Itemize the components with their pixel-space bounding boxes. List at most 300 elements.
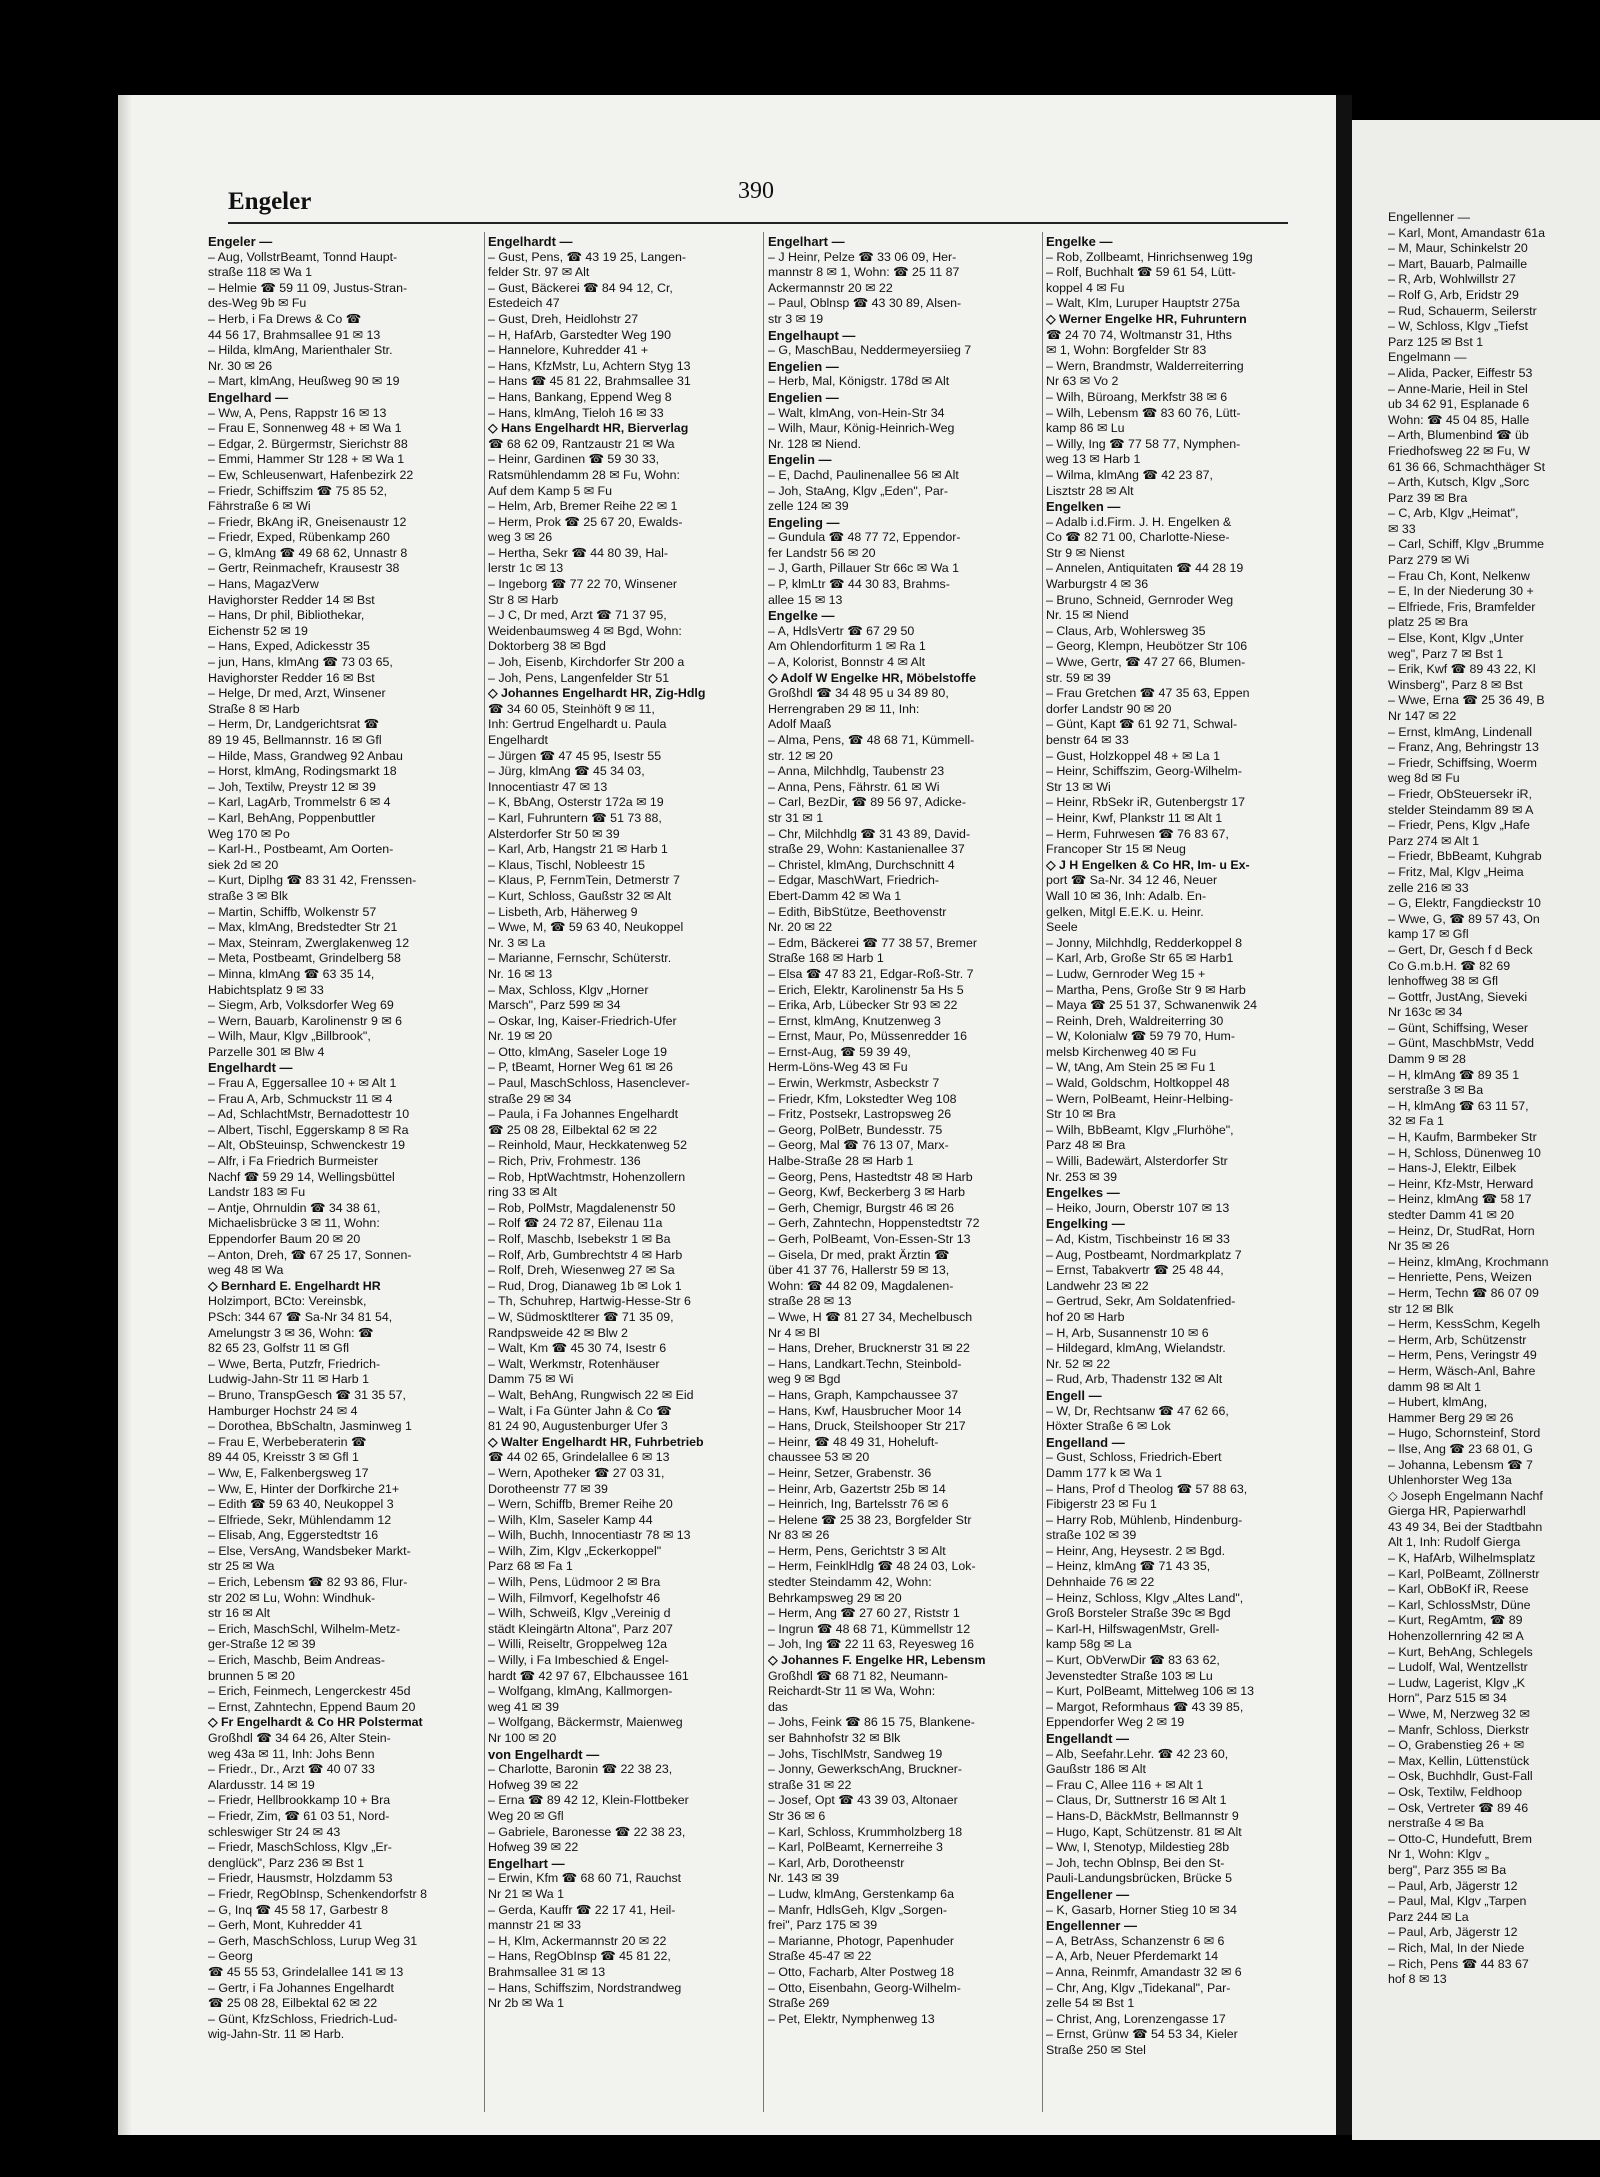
directory-entry-line: 43 49 34, Bei der Stadtbahn: [1388, 1519, 1543, 1534]
directory-entry-line: – Rolf ☎ 24 72 87, Eilenau 11a: [488, 1216, 663, 1231]
directory-entry-line: – Wwe, G, ☎ 89 57 43, On: [1388, 911, 1540, 926]
directory-entry-line: Nr. 128 ✉ Niend.: [768, 436, 862, 451]
directory-entry-line: – Ernst, Maur, Po, Müssenredder 16: [768, 1029, 968, 1044]
directory-entry-line: – Karl, Mont, Amandastr 61a: [1388, 225, 1546, 240]
directory-entry-line: Francoper Str 15 ✉ Neug: [1046, 842, 1186, 857]
directory-entry-line: – Karl, Schloss, Krummholzberg 18: [768, 1824, 963, 1839]
directory-entry-line: – Ilse, Ang ☎ 23 68 01, G: [1388, 1441, 1533, 1456]
directory-entry-line: Holzimport, BCto: Vereinsbk,: [208, 1294, 367, 1309]
directory-entry-line: Eppendorfer Baum 20 ✉ 20: [208, 1232, 361, 1246]
directory-entry-line: – Walt, i Fa Günter Jahn & Co ☎: [488, 1403, 672, 1418]
directory-entry-line: – Günt, MaschbMstr, Vedd: [1388, 1036, 1535, 1051]
directory-entry-line: – Friedr, Kfm, Lokstedter Weg 108: [768, 1091, 957, 1106]
directory-entry-line: lerstr 1c ✉ 13: [488, 561, 564, 576]
directory-entry-line: Damm 75 ✉ Wi: [488, 1372, 574, 1387]
directory-entry-line: – Wilh, Klm, Saseler Kamp 44: [488, 1512, 653, 1527]
directory-entry-line: – Gerh, MaschSchloss, Lurup Weg 31: [208, 1933, 418, 1948]
directory-entry-line: brunnen 5 ✉ 20: [208, 1668, 295, 1683]
directory-entry-line: Alsterdorfer Str 50 ✉ 39: [488, 826, 620, 841]
directory-entry-line: – Willi, Reiseltr, Groppelweg 12a: [488, 1637, 668, 1652]
directory-entry-line: – Mart, klmAng, Heußweg 90 ✉ 19: [208, 374, 400, 389]
directory-entry-line: – Herb, i Fa Drews & Co ☎: [208, 311, 362, 326]
directory-entry-line: Str 8 ✉ Harb: [488, 592, 559, 607]
directory-entry-line: – Edgar, 2. Bürgermstr, Sierichstr 88: [208, 436, 408, 451]
directory-entry-line: – Edith, BibStütze, Beethovenstr: [768, 904, 947, 919]
directory-entry-line: – Karl-H., Postbeamt, Am Oorten-: [208, 842, 394, 857]
directory-entry-line: – Frau C, Allee 116 + ✉ Alt 1: [1046, 1777, 1204, 1792]
directory-entry-line: – Anna, Pens, Fährstr. 61 ✉ Wi: [768, 779, 940, 794]
directory-entry-line: – Friedr, BkAng iR, Gneisenaustr 12: [208, 514, 407, 529]
directory-entry-line: – P, klmLtr ☎ 44 30 83, Brahms-: [768, 577, 950, 592]
directory-entry-line: – Franz, Ang, Behringstr 13: [1388, 740, 1539, 755]
directory-entry-line: – Chr, Milchhdlg ☎ 31 43 89, David-: [768, 826, 971, 841]
directory-entry-line: – Wern, Brandmstr, Walderreiterring: [1046, 358, 1244, 373]
directory-entry-line: kamp 17 ✉ Gfl: [1388, 927, 1469, 942]
column-divider: [763, 232, 764, 2112]
directory-entry-line: – Heinr, Kfz-Mstr, Herward: [1388, 1176, 1534, 1191]
directory-entry-line: – Rud, Schauerm, Seilerstr: [1388, 303, 1537, 318]
directory-entry-line: – Herm, Dr, Landgerichtsrat ☎: [208, 717, 380, 732]
directory-column-2: [488, 234, 758, 2012]
directory-entry-line: str 16 ✉ Alt: [208, 1606, 271, 1621]
directory-entry-line: Großhdl ☎ 34 48 95 u 34 89 80,: [768, 686, 949, 701]
directory-entry-line: – Aug, VollstrBeamt, Tonnd Haupt-: [208, 249, 398, 264]
directory-entry-line: – Heinz, Dr, StudRat, Horn: [1388, 1223, 1535, 1238]
directory-entry-line: – Helene ☎ 25 38 23, Borgfelder Str: [768, 1512, 972, 1527]
directory-entry-line: – Hans, Landkart.Techn, Steinbold-: [768, 1356, 962, 1371]
directory-entry-line: – Kurt, BehAng, Schlegels: [1388, 1644, 1533, 1659]
directory-entry-line: ✉ 33: [1388, 521, 1416, 536]
directory-entry-line: – Günt, Kapt ☎ 61 92 71, Schwal-: [1046, 717, 1238, 732]
directory-entry-line: – Claus, Dr, Suttnerstr 16 ✉ Alt 1: [1046, 1793, 1227, 1808]
directory-entry-line: – Erich, Maschb, Beim Andreas-: [208, 1653, 385, 1668]
directory-entry-line: Marsch", Parz 599 ✉ 34: [488, 998, 621, 1013]
directory-entry-line: Engelken —: [1046, 499, 1121, 515]
directory-entry-line: str 12 ✉ Blk: [1388, 1301, 1454, 1316]
directory-entry-line: – K, HafArb, Wilhelmsplatz: [1388, 1551, 1536, 1566]
directory-entry-line: weg", Parz 7 ✉ Bst 1: [1388, 646, 1504, 661]
directory-entry-line: – Kurt, RegAmtm, ☎ 89: [1388, 1613, 1523, 1628]
directory-entry-line: – Gerda, Kauffr ☎ 22 17 41, Heil-: [488, 1902, 676, 1917]
directory-entry-line: – Wilh, Schweiß, Klgv „Vereinig d: [488, 1606, 671, 1621]
directory-entry-line: – Wwe, M, Nerzweg 32 ✉: [1388, 1707, 1530, 1721]
directory-entry-line: Damm 9 ✉ 28: [1388, 1052, 1466, 1067]
directory-entry-line: – Friedr, BbBeamt, Kuhgrab: [1388, 849, 1542, 864]
directory-entry-line: – H, Schloss, Dünenweg 10: [1388, 1145, 1541, 1160]
directory-entry-line: – H, HafArb, Garstedter Weg 190: [488, 327, 671, 342]
directory-entry-line: Alardusstr. 14 ✉ 19: [208, 1777, 315, 1792]
directory-entry-line: – Bruno, Schneid, Gernroder Weg: [1046, 592, 1234, 607]
directory-entry-line: – Otto, klmAng, Saseler Loge 19: [488, 1044, 668, 1059]
directory-entry-line: – Manfr, HdlsGeh, Klgv „Sorgen-: [768, 1902, 948, 1917]
directory-entry-line: ☎ 24 70 74, Woltmanstr 31, Hths: [1046, 327, 1233, 342]
directory-entry-line: – Reinhold, Maur, Heckkatenweg 52: [488, 1138, 688, 1153]
directory-entry-line: benstr 64 ✉ 33: [1046, 733, 1129, 747]
directory-entry-line: – Kurt, ObVerwDir ☎ 83 63 62,: [1046, 1653, 1220, 1668]
directory-entry-line: – G, Inq ☎ 45 58 17, Garbestr 8: [208, 1902, 389, 1917]
directory-entry-line: – Karl, ObBoKf iR, Reese: [1388, 1582, 1529, 1597]
directory-entry-line: – A, HdlsVertr ☎ 67 29 50: [768, 623, 915, 638]
book-spine: [1336, 95, 1352, 2135]
directory-entry-line: ☎ 68 62 09, Rantzaustr 21 ✉ Wa: [488, 436, 675, 451]
directory-entry-line: – Georg, Klempn, Heubötzer Str 106: [1046, 639, 1248, 654]
directory-entry-line: – Wilh, Buchh, Innocentiastr 78 ✉ 13: [488, 1528, 691, 1543]
directory-entry-line: Ludwig-Jahn-Str 11 ✉ Harb 1: [208, 1372, 369, 1387]
directory-entry-line: Co G.m.b.H. ☎ 82 69: [1388, 958, 1511, 973]
directory-entry-line: siek 2d ✉ 20: [208, 857, 279, 872]
directory-entry-line: weg 43a ✉ 11, Inh: Johs Benn: [208, 1746, 375, 1761]
directory-entry-line: – Ernst, klmAng, Knutzenweg 3: [768, 1013, 941, 1028]
directory-entry-line: – Hertha, Sekr ☎ 44 80 39, Hal-: [488, 545, 669, 560]
directory-entry-line: – Elsa ☎ 47 83 21, Edgar-Roß-Str. 7: [768, 966, 974, 981]
directory-entry-line: mannstr 8 ✉ 1, Wohn: ☎ 25 11 87: [768, 265, 960, 280]
directory-entry-line: ☎ 25 08 28, Eilbektal 62 ✉ 22: [208, 1996, 378, 2011]
directory-entry-line: Nr. 20 ✉ 22: [768, 920, 833, 935]
directory-entry-line: – Bruno, TranspGesch ☎ 31 35 57,: [208, 1387, 406, 1402]
directory-entry-line: Eichenstr 52 ✉ 19: [208, 623, 308, 638]
directory-entry-line: – Jürg, klmAng ☎ 45 34 03,: [488, 764, 645, 779]
directory-entry-line: kamp 86 ✉ Lu: [1046, 421, 1125, 436]
directory-entry-line: – Georg, PolBetr, Bundesstr. 75: [768, 1122, 943, 1137]
directory-entry-line: – Osk, Textilw, Feldhoop: [1388, 1784, 1523, 1799]
directory-entry-line: – Joh, Eisenb, Kirchdorfer Str 200 a: [488, 655, 685, 670]
directory-entry-line: – Helm, Arb, Bremer Reihe 22 ✉ 1: [488, 499, 678, 514]
directory-entry-line: – Georg, Mal ☎ 76 13 07, Marx-: [768, 1138, 949, 1153]
directory-entry-line: – Paul, Arb, Jägerstr 12: [1388, 1925, 1518, 1940]
directory-entry-line: – Wwe, Erna ☎ 25 36 49, B: [1388, 693, 1545, 708]
directory-entry-line: Winsberg", Parz 8 ✉ Bst: [1388, 677, 1523, 692]
directory-entry-line: – G, klmAng ☎ 49 68 62, Unnastr 8: [208, 545, 408, 560]
directory-entry-line: Engelmann —: [1388, 350, 1467, 365]
directory-entry-line: – Jonny, Milchhdlg, Redderkoppel 8: [1046, 935, 1243, 950]
directory-entry-line: – Willi, Badewärt, Alsterdorfer Str: [1046, 1154, 1228, 1169]
directory-entry-line: Engelland —: [1046, 1434, 1125, 1450]
directory-entry-line: Str 13 ✉ Wi: [1046, 779, 1111, 794]
directory-entry-line: – Otto, Facharb, Alter Postweg 18: [768, 1964, 954, 1979]
directory-entry-line: – Anna, Reinmfr, Amandastr 32 ✉ 6: [1046, 1964, 1242, 1979]
directory-entry-line: – Hans ☎ 45 81 22, Brahmsallee 31: [488, 374, 691, 389]
directory-entry-line: Hohenzollernring 42 ✉ A: [1388, 1629, 1524, 1644]
directory-entry-line: Behrkampsweg 29 ✉ 20: [768, 1590, 902, 1605]
directory-entry-line: Warburgstr 4 ✉ 36: [1046, 577, 1149, 592]
directory-entry-line: ger-Straße 12 ✉ 39: [208, 1637, 316, 1652]
directory-entry-line: – Alida, Packer, Eiffestr 53: [1388, 365, 1533, 380]
directory-entry-line: zelle 54 ✉ Bst 1: [1046, 1996, 1135, 2011]
directory-entry-line: Engeler —: [208, 234, 273, 249]
directory-entry-line: Nr. 30 ✉ 26: [208, 358, 273, 373]
directory-entry-line: Lisztstr 28 ✉ Alt: [1046, 483, 1134, 498]
directory-entry-line: – Meta, Postbeamt, Grindelberg 58: [208, 951, 401, 966]
directory-entry-line: weg 8d ✉ Fu: [1388, 771, 1460, 786]
directory-entry-line: – Friedr, Schiffszim ☎ 75 85 52,: [208, 483, 388, 498]
directory-entry-line: – Paul, Oblnsp ☎ 43 30 89, Alsen-: [768, 296, 962, 311]
directory-entry-line: – Ernst, Zahntechn, Eppend Baum 20: [208, 1699, 416, 1714]
directory-entry-line: – Karl, BehAng, Poppenbuttler: [208, 810, 376, 825]
directory-entry-line: Fibigerstr 23 ✉ Fu 1: [1046, 1497, 1157, 1512]
directory-entry-line: weg 9 ✉ Bgd: [768, 1372, 841, 1387]
directory-entry-line: – Jürgen ☎ 47 45 95, Isestr 55: [488, 748, 662, 763]
directory-entry-line: – Erich, Elektr, Karolinenstr 5a Hs 5: [768, 982, 964, 997]
page-edge-shadow: [118, 95, 132, 2135]
directory-entry-line: Havighorster Redder 16 ✉ Bst: [208, 670, 375, 685]
directory-entry-line: – Anne-Marie, Heil in Stel: [1388, 381, 1528, 396]
directory-entry-line: – Carl, Schiff, Klgv „Brumme: [1388, 537, 1545, 552]
directory-entry-line: – W, Schloss, Klgv „Tiefst: [1388, 319, 1529, 334]
directory-entry-line: – Erwin, Werkmstr, Asbeckstr 7: [768, 1076, 940, 1091]
directory-entry-line: – Friedr, Pens, Klgv „Hafe: [1388, 818, 1530, 833]
directory-entry-line: – Ernst, Tabakvertr ☎ 25 48 44,: [1046, 1263, 1224, 1278]
directory-entry-line: – Karl, Arb, Hangstr 21 ✉ Harb 1: [488, 842, 668, 857]
directory-entry-line: – Heinr, Kwf, Plankstr 11 ✉ Alt 1: [1046, 810, 1223, 825]
directory-entry-line: Nr. 253 ✉ 39: [1046, 1169, 1117, 1184]
directory-entry-line: damm 98 ✉ Alt 1: [1388, 1379, 1482, 1394]
directory-entry-line: nerstraße 4 ✉ Ba: [1388, 1816, 1484, 1831]
directory-entry-line: koppel 4 ✉ Fu: [1046, 280, 1125, 295]
directory-entry-line: – Herm, Prok ☎ 25 67 20, Ewalds-: [488, 514, 683, 529]
directory-entry-line: weg 13 ✉ Harb 1: [1046, 452, 1141, 467]
directory-entry-line: Doktorberg 38 ✉ Bgd: [488, 639, 606, 654]
directory-entry-line: Höxter Straße 6 ✉ Lok: [1046, 1419, 1171, 1434]
directory-entry-line: Nr 2b ✉ Wa 1: [488, 1996, 565, 2011]
directory-entry-line: – Rob, HptWachtmstr, Hohenzollern: [488, 1169, 686, 1184]
directory-entry-line: Havighorster Redder 14 ✉ Bst: [208, 592, 375, 607]
directory-entry-line: 61 36 66, Schmachthäger St: [1388, 459, 1546, 474]
directory-entry-line: – Herm, Ang ☎ 27 60 27, Riststr 1: [768, 1606, 960, 1621]
directory-entry-line: – Arth, Blumenbind ☎ üb: [1388, 428, 1529, 443]
directory-entry-line: – Wilh, Filmvorf, Kegelhofstr 46: [488, 1590, 661, 1605]
directory-entry-line: – Paul, Arb, Jägerstr 12: [1388, 1878, 1518, 1893]
directory-entry-line: 89 19 45, Bellmannstr. 16 ✉ Gfl: [208, 733, 382, 747]
directory-entry-line: – Max, Schloss, Klgv „Horner: [488, 982, 649, 997]
directory-entry-line: – Albert, Tischl, Eggerskamp 8 ✉ Ra: [208, 1122, 409, 1137]
directory-entry-line: allee 15 ✉ 13: [768, 592, 843, 607]
directory-entry-line: – Karl, Arb, Große Str 65 ✉ Harb1: [1046, 951, 1234, 966]
directory-entry-line: Eppendorfer Weg 2 ✉ 19: [1046, 1715, 1185, 1730]
directory-entry-line: – Henriette, Pens, Weizen: [1388, 1270, 1532, 1285]
page-title: Engeler: [228, 188, 312, 215]
directory-entry-line: – Erik, Kwf ☎ 89 43 22, Kl: [1388, 662, 1536, 677]
directory-entry-line: – Karl, PolBeamt, Kernerreihe 3: [768, 1840, 943, 1855]
directory-entry-line: – Hans, Kwf, Hausbrucher Moor 14: [768, 1403, 962, 1418]
directory-entry-line: – Rich, Pens ☎ 44 83 67: [1388, 1956, 1529, 1971]
directory-entry-line: – Gertr, i Fa Johannes Engelhardt: [208, 1980, 394, 1995]
directory-entry-line: – Hans, RegObInsp ☎ 45 81 22,: [488, 1949, 671, 1964]
directory-entry-line: – Hildegard, klmAng, Wielandstr.: [1046, 1341, 1226, 1356]
directory-entry-line: Nr 35 ✉ 26: [1388, 1239, 1450, 1254]
directory-entry-line: Dorotheenstr 77 ✉ 39: [488, 1481, 608, 1496]
directory-entry-line: – H, klmAng ☎ 63 11 57,: [1388, 1098, 1529, 1113]
directory-entry-line: – Walt, BehAng, Rungwisch 22 ✉ Eid: [488, 1387, 694, 1402]
directory-entry-line: – Ww, E, Falkenbergsweg 17: [208, 1465, 369, 1480]
directory-entry-line: Nr 83 ✉ 26: [768, 1528, 830, 1543]
directory-entry-line: – Martin, Schiffb, Wolkenstr 57: [208, 904, 377, 919]
directory-entry-line: – Heinr, Setzer, Grabenstr. 36: [768, 1465, 932, 1480]
directory-entry-line: – Karl, SchlossMstr, Düne: [1388, 1597, 1531, 1612]
directory-entry-line: – Max, Kellin, Lüttenstück: [1388, 1753, 1530, 1768]
directory-entry-line: str 3 ✉ 19: [768, 311, 824, 326]
directory-entry-line: – Gerh, Mont, Kuhredder 41: [208, 1918, 363, 1933]
directory-entry-line: Engell —: [1046, 1387, 1102, 1403]
directory-entry-line: Straße 168 ✉ Harb 1: [768, 951, 884, 966]
directory-entry-line: – Friedr, ObSteuersekr iR,: [1388, 786, 1532, 801]
directory-entry-line: – Heinrich, Ing, Bartelsstr 76 ✉ 6: [768, 1497, 949, 1512]
directory-entry-line: stelder Steindamm 89 ✉ A: [1388, 802, 1534, 817]
directory-entry-line: Brahmsallee 31 ✉ 13: [488, 1964, 606, 1979]
directory-entry-line: – Hubert, klmAng,: [1388, 1395, 1488, 1410]
directory-entry-line: – Ew, Schleusenwart, Hafenbezirk 22: [208, 467, 414, 482]
directory-entry-line: – Wern, Schiffb, Bremer Reihe 20: [488, 1497, 673, 1512]
directory-entry-line: – Rolf, Arb, Gumbrechtstr 4 ✉ Harb: [488, 1247, 683, 1262]
directory-entry-line: Nr 163c ✉ 34: [1388, 1005, 1463, 1020]
directory-entry-line: Straße 45-47 ✉ 22: [768, 1949, 872, 1964]
directory-entry-line: – Gust, Bäckerei ☎ 84 94 12, Cr,: [488, 280, 673, 295]
directory-entry-line: Engeling —: [768, 514, 840, 530]
directory-entry-line: – Ww, A, Pens, Rappstr 16 ✉ 13: [208, 405, 387, 420]
directory-entry-line: Estedeich 47: [488, 296, 560, 311]
directory-entry-line: PSch: 344 67 ☎ Sa-Nr 34 81 54,: [208, 1309, 393, 1324]
directory-entry-line: – Heinz, klmAng ☎ 71 43 35,: [1046, 1559, 1211, 1574]
directory-entry-line: Nr. 16 ✉ 13: [488, 966, 553, 981]
directory-entry-line: – Karl, Fuhruntern ☎ 51 73 88,: [488, 810, 662, 825]
directory-entry-line: – Karl, LagArb, Trommelstr 6 ✉ 4: [208, 795, 391, 810]
directory-entry-line: Nr. 15 ✉ Niend: [1046, 608, 1129, 623]
directory-entry-line: – Edm, Bäckerei ☎ 77 38 57, Bremer: [768, 935, 977, 950]
directory-entry-line: Landstr 183 ✉ Fu: [208, 1185, 306, 1200]
directory-entry-line: Reichardt-Str 11 ✉ Wa, Wohn:: [768, 1684, 936, 1699]
directory-entry-line: – Oskar, Ing, Kaiser-Friedrich-Ufer: [488, 1013, 677, 1028]
directory-entry-line: Herrengraben 29 ✉ 11, Inh:: [768, 701, 920, 716]
directory-entry-line: berg", Parz 355 ✉ Ba: [1388, 1862, 1507, 1877]
directory-entry-line: Jevenstedter Straße 103 ✉ Lu: [1046, 1668, 1213, 1683]
directory-entry-line: – Joh, Ing ☎ 22 11 63, Reyesweg 16: [768, 1637, 975, 1652]
directory-entry-line: Landwehr 23 ✉ 22: [1046, 1278, 1149, 1293]
directory-entry-line: – Ludolf, Wal, Wentzellstr: [1388, 1660, 1528, 1675]
directory-entry-line: Uhlenhorster Weg 13a: [1388, 1473, 1512, 1488]
directory-entry-line: hof 8 ✉ 13: [1388, 1972, 1447, 1987]
directory-entry-line: Parz 274 ✉ Alt 1: [1388, 833, 1479, 848]
directory-entry-line: – Walt, Werkmstr, Rotenhäuser: [488, 1356, 660, 1371]
directory-entry-line: – Hans, klmAng, Tieloh 16 ✉ 33: [488, 405, 664, 420]
directory-entry-line: – Ww, I, Stenotyp, Mildestieg 28b: [1046, 1840, 1230, 1855]
directory-entry-line: – Gust, Pens, ☎ 43 19 25, Langen-: [488, 249, 686, 264]
directory-entry-line: – Johs, TischlMstr, Sandweg 19: [768, 1746, 943, 1761]
directory-entry-line: ◇ Hans Engelhardt HR, Bierverlag: [488, 421, 689, 436]
directory-entry-line: Parz 279 ✉ Wi: [1388, 553, 1470, 568]
directory-entry-line: Hammer Berg 29 ✉ 26: [1388, 1410, 1514, 1425]
directory-entry-line: Ackermannstr 20 ✉ 22: [768, 280, 893, 295]
directory-entry-line: – Ludw, Gernroder Weg 15 +: [1046, 966, 1206, 981]
directory-entry-line: – Wilh, Lebensm ☎ 83 60 76, Lütt-: [1046, 405, 1241, 420]
directory-entry-line: – Hugo, Schornsteinf, Stord: [1388, 1426, 1541, 1441]
directory-entry-line: straße 3 ✉ Blk: [208, 888, 288, 903]
directory-entry-line: Engelhart —: [488, 1855, 565, 1871]
directory-entry-line: das: [768, 1699, 788, 1714]
directory-entry-line: – Herm, Arb, Schützenstr: [1388, 1332, 1527, 1347]
directory-entry-line: Nr 1, Wohn: Klgv „: [1388, 1847, 1489, 1862]
directory-entry-line: – Charlotte, Baronin ☎ 22 38 23,: [488, 1762, 673, 1777]
directory-entry-line: – Wwe, Berta, Putzfr, Friedrich-: [208, 1356, 381, 1371]
directory-entry-line: – Manfr, Schloss, Dierkstr: [1388, 1722, 1530, 1737]
directory-entry-line: – K, BbAng, Osterstr 172a ✉ 19: [488, 795, 664, 810]
directory-entry-line: – Herm, Techn ☎ 86 07 09: [1388, 1285, 1539, 1300]
directory-entry-line: – Adalb i.d.Firm. J. H. Engelken &: [1046, 514, 1232, 529]
directory-entry-line: hardt ☎ 42 97 67, Elbchaussee 161: [488, 1668, 689, 1683]
directory-entry-line: – Paul, MaschSchloss, Hasenclever-: [488, 1076, 690, 1091]
directory-entry-line: Parzelle 301 ✉ Blw 4: [208, 1044, 325, 1059]
directory-entry-line: – Erich, MaschSchl, Wilhelm-Metz-: [208, 1621, 401, 1636]
directory-entry-line: – Martha, Pens, Große Str 9 ✉ Harb: [1046, 982, 1246, 997]
directory-entry-line: Engelhardt: [488, 733, 548, 747]
directory-entry-line: weg 48 ✉ Wa: [208, 1263, 284, 1278]
directory-entry-line: Nachf ☎ 59 29 14, Wellingsbüttel: [208, 1169, 395, 1184]
directory-entry-line: – Elfriede, Fris, Bramfelder: [1388, 599, 1536, 614]
directory-entry-line: Ebert-Damm 42 ✉ Wa 1: [768, 888, 902, 903]
directory-entry-line: Co ☎ 82 71 00, Charlotte-Niese-: [1046, 530, 1230, 545]
directory-entry-line: weg 41 ✉ 39: [488, 1699, 560, 1714]
directory-entry-line: Hofweg 39 ✉ 22: [488, 1777, 579, 1792]
directory-entry-line: str. 59 ✉ 39: [1046, 670, 1111, 685]
directory-entry-line: – H, Arb, Susannenstr 10 ✉ 6: [1046, 1325, 1209, 1340]
directory-entry-line: Str 36 ✉ 6: [768, 1808, 826, 1823]
directory-entry-line: – Anna, Milchhdlg, Taubenstr 23: [768, 764, 945, 779]
directory-entry-line: – Elfriede, Sekr, Mühlendamm 12: [208, 1512, 392, 1527]
directory-entry-line: – jun, Hans, klmAng ☎ 73 03 65,: [208, 655, 393, 670]
page-number: 390: [738, 178, 774, 204]
directory-entry-line: – Alb, Seefahr.Lehr. ☎ 42 23 60,: [1046, 1746, 1229, 1761]
directory-entry-line: – W, Kolonialw ☎ 59 79 70, Hum-: [1046, 1029, 1235, 1044]
directory-entry-line: – Joh, StaAng, Klgv „Eden", Par-: [768, 483, 949, 498]
directory-entry-line: – Walt, Klm, Luruper Hauptstr 275a: [1046, 296, 1240, 311]
directory-entry-line: – Maya ☎ 25 51 37, Schwanenwik 24: [1046, 998, 1258, 1013]
directory-entry-line: – Fritz, Postsekr, Lastropsweg 26: [768, 1107, 952, 1122]
directory-entry-line: zelle 124 ✉ 39: [768, 499, 849, 514]
directory-column-4: [1046, 234, 1326, 2058]
directory-entry-line: frei", Parz 175 ✉ 39: [768, 1918, 878, 1933]
directory-entry-line: – Gerh, Chemigr, Burgstr 46 ✉ 26: [768, 1200, 954, 1215]
directory-entry-line: felder Str. 97 ✉ Alt: [488, 265, 590, 280]
directory-entry-line: – Ad, SchlachtMstr, Bernadottestr 10: [208, 1107, 410, 1122]
directory-entry-line: Groß Borsteler Straße 39c ✉ Bgd: [1046, 1606, 1231, 1621]
directory-entry-line: kamp 58g ✉ La: [1046, 1637, 1132, 1652]
directory-entry-line: – Gottfr, JustAng, Sieveki: [1388, 989, 1528, 1004]
directory-entry-line: – Johs, Feink ☎ 86 15 75, Blankene-: [768, 1715, 975, 1730]
directory-entry-line: str 25 ✉ Wa: [208, 1559, 275, 1574]
directory-entry-line: Wohn: ☎ 45 04 85, Halle: [1388, 412, 1530, 427]
directory-entry-line: – Erich, Feinmech, Lengerckestr 45d: [208, 1684, 411, 1699]
directory-entry-line: str 202 ✉ Lu, Wohn: Windhuk-: [208, 1590, 376, 1605]
directory-entry-line: mannstr 21 ✉ 33: [488, 1918, 582, 1933]
directory-entry-line: Engelhard —: [208, 389, 289, 405]
directory-entry-line: – Johanna, Lebensm ☎ 7: [1388, 1457, 1533, 1472]
directory-entry-line: – Joh, techn Oblnsp, Bei den St-: [1046, 1855, 1225, 1870]
directory-entry-line: – Hans, Exped, Adickesstr 35: [208, 639, 370, 654]
directory-entry-line: – Chr, Ang, Klgv „Tidekanal", Par-: [1046, 1980, 1231, 1995]
directory-entry-line: Str 9 ✉ Nienst: [1046, 545, 1125, 560]
directory-entry-line: Nr. 52 ✉ 22: [1046, 1356, 1111, 1371]
directory-entry-line: Nr 147 ✉ 22: [1388, 709, 1457, 723]
directory-entry-line: Nr 63 ✉ Vo 2: [1046, 374, 1119, 389]
directory-entry-line: – Carl, BezDir, ☎ 89 56 97, Adicke-: [768, 795, 966, 810]
directory-entry-line: Weidenbaumsweg 4 ✉ Bgd, Wohn:: [488, 623, 682, 638]
directory-entry-line: denglück", Parz 236 ✉ Bst 1: [208, 1855, 364, 1870]
directory-entry-line: – Klaus, P, FernmTein, Detmerstr 7: [488, 873, 680, 888]
directory-entry-line: – Herm, KessSchm, Kegelh: [1388, 1317, 1541, 1332]
directory-entry-line: – Wilh, Büroang, Merkfstr 38 ✉ 6: [1046, 389, 1228, 404]
directory-entry-line: Innocentiastr 47 ✉ 13: [488, 779, 608, 794]
directory-entry-line: – Heinz, klmAng, Krochmann: [1388, 1254, 1549, 1269]
directory-entry-line: – Rolf, Buchhalt ☎ 59 61 54, Lütt-: [1046, 265, 1236, 280]
directory-entry-line: – Rob, Zollbeamt, Hinrichsenweg 19g: [1046, 249, 1253, 264]
